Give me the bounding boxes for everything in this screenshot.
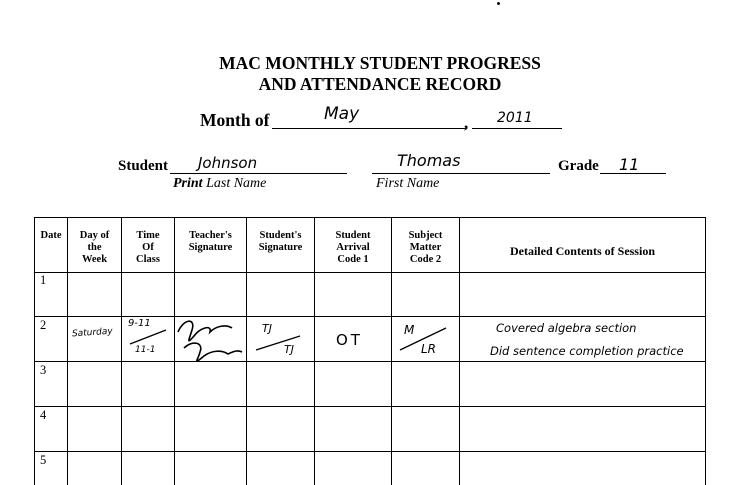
row-date: 1 [40,273,47,287]
student-initials-bottom: TJ [284,343,294,356]
last-name-caption-text: Last Name [202,176,267,191]
header-day-line: Day of [79,230,110,241]
student-initials-top: TJ [262,322,272,335]
print-emphasis: Print [173,176,203,191]
last-name-value: Johnson [198,154,258,172]
header-teacher-line: Signature [188,242,233,253]
header-time-line: Class [136,254,160,265]
year-value: 2011 [497,110,533,126]
row-arrival-code: OT [336,331,363,349]
student-signature-divider-stroke [256,336,300,350]
session-detail-line-1: Covered algebra section [496,321,637,335]
grade-label: Grade [558,158,599,174]
time-divider-stroke [130,330,166,344]
row-date: 2 [40,318,47,332]
row-date: 5 [40,453,47,467]
header-day-line: Week [81,254,108,265]
header-date: Date [40,230,62,241]
row-subject-code-top: M [404,323,415,337]
form-title-line-1: MAC MONTHLY STUDENT PROGRESS [219,53,541,73]
header-day-line: the [87,242,102,253]
header-subject-line: Matter [409,242,442,253]
teacher-signature-top [178,321,232,340]
grade-value: 11 [619,155,640,174]
header-detailed-contents: Detailed Contents of Session [509,244,655,258]
row-date: 3 [40,363,47,377]
header-subject-line: Subject [408,230,443,241]
session-detail-line-2: Did sentence completion practice [490,344,684,358]
subject-divider-stroke [400,328,446,350]
month-label: Month of [200,110,270,130]
header-arrival-line: Student [335,230,371,241]
header-teacher-line: Teacher's [189,230,232,241]
header-time-line: Of [142,242,154,253]
row-date: 4 [40,408,47,422]
header-student-line: Student's [259,230,302,241]
header-arrival-line: Code 1 [337,254,369,265]
form-title-line-2: AND ATTENDANCE RECORD [258,74,502,94]
row-time-end: 11-1 [135,345,156,355]
header-subject-line: Code 2 [409,254,442,265]
first-name-value: Thomas [397,151,461,170]
row-subject-code-bottom: LR [421,342,437,356]
header-time-line: Time [136,230,160,241]
student-label: Student [118,158,169,174]
row-day: Saturday [71,326,114,340]
row-time-start: 9-11 [128,318,151,329]
header-student-line: Signature [258,242,303,253]
teacher-signature-bottom [184,343,242,361]
month-value: May [324,104,360,124]
first-name-caption: First Name [376,176,440,191]
month-comma: , [464,113,469,132]
header-arrival-line: Arrival [336,242,370,253]
